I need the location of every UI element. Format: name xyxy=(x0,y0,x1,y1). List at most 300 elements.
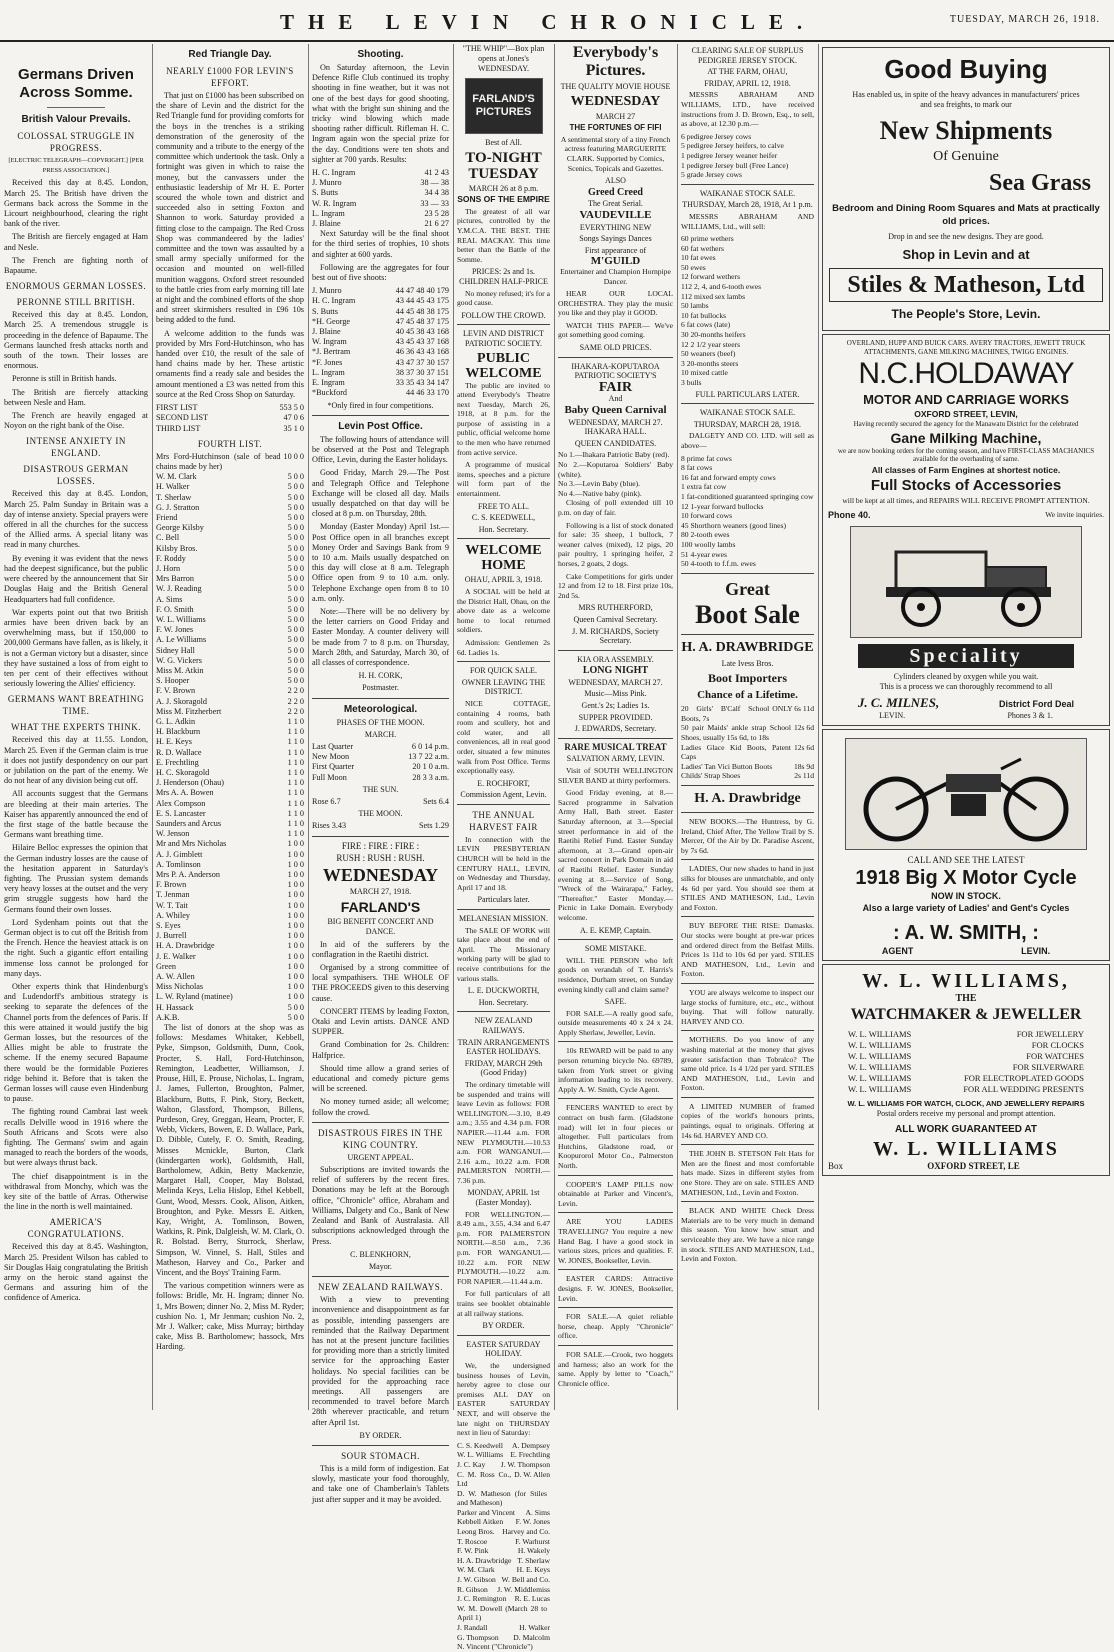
donor-row-label: J. Burrell xyxy=(156,931,187,941)
firm-row-value: E. Frechtling xyxy=(510,1450,550,1460)
boot-price-row-label: Ladies' Tan Vici Button Boots xyxy=(681,761,773,771)
paragraph: CONCERT ITEMS by leading Foxton, Otaki and Levin artists. DANCE AND SUPPER. xyxy=(312,1006,449,1037)
donor-row-value: 5 0 0 xyxy=(287,665,304,675)
donor-row xyxy=(156,554,304,564)
aggregate-row xyxy=(312,358,449,368)
phase-row-label: Last Quarter xyxy=(312,741,354,751)
donor-row-label: A. Le Williams xyxy=(156,635,207,645)
donor-row xyxy=(156,1003,304,1013)
paragraph: On Saturday afternoon, the Levin Defence Rifle Club continued its trophy shooting in fine weather, but it was not one of the best days for good shooting, what with the bright sun shining and the tricky wind blowing which made shooting rather difficult. Rifleman H. C. Ingram again won the special prize for the day. Conditions were ten shots and sighter at 700 yards. Results: xyxy=(312,63,449,164)
donor-row-value: 1 1 0 xyxy=(287,747,304,757)
donor-row-value: 2 2 0 xyxy=(287,696,304,706)
donor-row-label: S. Eyes xyxy=(156,921,181,931)
moon-times-heading: THE MOON. xyxy=(358,809,403,819)
paragraph: Good Friday, March 29.—The Post and Telegraph Office and Telephone Exchange will be closed all day. Mails usually despatched on that day will be closed at 8 p.m. on Thursday, 28th. xyxy=(312,468,449,519)
stock-item: 6 fat cows (late) xyxy=(681,320,731,330)
section-heading: PERONNE STILL BRITISH. xyxy=(16,297,136,308)
also: ALSO xyxy=(605,176,626,186)
queen-candidate: No 1.—Ihakara Patriotic Baby (red). xyxy=(558,450,670,460)
divider xyxy=(457,1335,550,1336)
stock-item: 50 weaners (beef) xyxy=(681,349,736,359)
aggregate-row xyxy=(312,368,449,378)
follow-crowd: FOLLOW THE CROWD. xyxy=(461,310,546,320)
stock-item: 60 prime wethers xyxy=(681,234,734,244)
chance-lifetime: Chance of a Lifetime. xyxy=(697,689,798,702)
donor-row xyxy=(156,676,304,686)
aggregate-row-value: 44 47 48 40 179 xyxy=(395,286,449,296)
donor-row xyxy=(156,880,304,890)
queen-candidate: No 4.—Native baby (pink). xyxy=(558,488,642,498)
firm-row xyxy=(457,1594,550,1604)
stock-item: 12 1-year forward bullocks xyxy=(681,501,764,511)
donor-row-value: 2 2 0 xyxy=(287,706,304,716)
welcome-home-heading: WELCOME HOME xyxy=(465,543,542,574)
donor-row xyxy=(156,523,304,533)
holdaway-name: N.C.HOLDAWAY xyxy=(858,357,1074,390)
column-notices-2 xyxy=(558,44,673,1410)
paragraph: Admission: Gentlemen 2s 6d. Ladies 1s. xyxy=(457,637,550,657)
result-row xyxy=(312,188,449,198)
music: Music—Miss Pink. xyxy=(584,689,647,699)
donor-row-value: 5 0 0 xyxy=(287,512,304,522)
ad-text: CALL AND SEE THE LATEST xyxy=(907,854,1025,865)
donor-row xyxy=(156,901,304,911)
result-row-label: S. Butts xyxy=(312,188,338,198)
shop-in-levin: Shop in Levin and at xyxy=(902,247,1030,262)
donor-row-label: J. Henderson (Ohau) xyxy=(156,778,224,788)
donor-row-label: Friend xyxy=(156,512,178,522)
williams-name-2: W. L. WILLIAMS xyxy=(873,1137,1059,1160)
donor-row-label: H. Hassack xyxy=(156,1002,194,1012)
ad-text: This is a process we can thoroughly recommend to all xyxy=(879,681,1053,691)
total-row-value: 47 0 6 xyxy=(283,413,304,423)
stock-item: 5 grade Jersey cows xyxy=(681,170,742,180)
donor-row-value: 5 0 0 xyxy=(287,594,304,604)
donor-row-value: 5 0 0 xyxy=(287,574,304,584)
paragraph: Following is a list of stock donated for sale: 35 sheep, 1 bullock, 7 weaner calves (mixed), 12 pigs, 20 pair poultry, 1 springing heifer, 2 horses, 2 goats, 2 dogs. xyxy=(558,520,673,568)
donor-row-label: Green xyxy=(156,961,177,971)
aggregate-row-label: E. Ingram xyxy=(312,378,345,388)
firm-row xyxy=(457,1565,550,1575)
stock-item: 5 pedigree Jersey heifers, to calve xyxy=(681,141,784,151)
donor-row-label: G. L. Adkin xyxy=(156,716,196,726)
divider xyxy=(457,324,550,325)
aggregate-row-label: S. Butts xyxy=(312,306,338,316)
aggregate-row-value: 43 47 37 30 157 xyxy=(395,357,449,367)
same-prices: SAME OLD PRICES. xyxy=(579,343,652,353)
donor-row-label: C. Bell xyxy=(156,533,180,543)
admission: Gent.'s 2s; Ladies 1s. xyxy=(581,701,650,711)
boot-price-row-value: 12s 6d xyxy=(793,723,814,733)
donor-row-label: E. S. Lancaster xyxy=(156,808,206,818)
paragraph: This is a mild form of indigestion. Eat slowly, masticate your food thoroughly, and take one of Chamberlain's Tablets just after supper and it may be avoided. xyxy=(312,1463,449,1504)
firm-row-label: G. Thompson xyxy=(457,1632,499,1642)
farlands-logo xyxy=(465,78,543,134)
boot-price-row-label: Ladies Glace Kid Boots, Patent Caps xyxy=(681,742,791,762)
paragraph: FOR SALE.—A quiet reliable horse, cheap. Apply "Chronicle" office. xyxy=(558,1312,673,1341)
donor-row-value: 1 0 0 xyxy=(287,849,304,859)
motorcycle-heading: 1918 Big X Motor Cycle xyxy=(855,866,1077,889)
williams-item-value: FOR JEWELLERY xyxy=(1016,1028,1084,1039)
donor-row-value: 1 0 0 xyxy=(287,880,304,890)
donor-row-value: 1 0 0 xyxy=(287,931,304,941)
holdaway-ad xyxy=(822,334,1110,726)
donor-row-value: 1 0 0 xyxy=(287,870,304,880)
williams-item-value: FOR ALL WEDDING PRESENTS xyxy=(963,1083,1084,1094)
firm-row xyxy=(457,1527,550,1537)
benefit-heading: BIG BENEFIT CONCERT AND DANCE. xyxy=(327,917,434,937)
paragraph: Entertainer and Champion Hornpipe Dancer. xyxy=(560,266,671,286)
headline: Germans Driven Across Somme. xyxy=(18,66,134,101)
divider xyxy=(681,1097,814,1098)
donor-row-label: T. Sherlaw xyxy=(156,492,192,502)
donor-row xyxy=(156,992,304,1002)
ad-text: Drop in and see the new designs. They are good. xyxy=(888,232,1044,241)
williams-item-value: FOR SILVERWARE xyxy=(1012,1061,1084,1072)
donor-row-value: 1 0 0 xyxy=(287,900,304,910)
firm-row-label: W. M. Clark xyxy=(457,1565,495,1575)
sale-heading: WAIKANAE STOCK SALE. xyxy=(699,408,796,418)
divider xyxy=(47,107,105,108)
donor-row-label: J. Horn xyxy=(156,563,181,573)
total-row-value: 553 5 0 xyxy=(279,403,304,413)
column-rule xyxy=(677,44,678,1410)
event-date: MARCH 27, 1918. xyxy=(349,887,412,897)
donor-row-value: 5 0 0 xyxy=(287,625,304,635)
phases-list xyxy=(312,742,449,783)
paragraph: The British are fiercely engaged at Ham and Nesle. xyxy=(4,232,148,252)
by-order: BY ORDER. xyxy=(359,1430,402,1440)
aggregate-row-value: 44 46 33 170 xyxy=(406,388,449,398)
section-heading: DISASTROUS GERMAN LOSSES. xyxy=(23,464,129,487)
donor-row-value: 1 0 0 xyxy=(287,941,304,951)
paragraph: Other experts think that Hindenburg's and Ludendorff's ambitious strategy is seeking to separate the defences of the Channel ports from the defences of Paris. If this were attained it would justify the big German losses, but the resources of the Allies might be able to frustrate the scheme. If the enemy secured Bapaume there would be the formidable Pozieres ridge behind it. Before that is taken the German losses will cause even Hindenburg to pause. xyxy=(4,982,148,1104)
paragraph: LADIES, Our new shades to hand in just silks for blouses are unmatchable, and only 4s 6d per yard. You should see them at STILES AND MATHESON, Ltd., Levin and Foxton. xyxy=(681,864,814,912)
supper: SUPPER PROVIDED. xyxy=(578,712,653,722)
donor-row-value: 1 0 0 xyxy=(287,890,304,900)
agent-label: AGENT xyxy=(881,945,914,956)
firm-row-value: J. W. Thompson xyxy=(500,1459,550,1469)
signature: J. EDWARDS, Secretary. xyxy=(574,724,657,734)
total-row-value: 35 1 0 xyxy=(283,423,304,433)
divider xyxy=(681,812,814,813)
paragraph: Hilaire Belloc expresses the opinion that the German industry losses are the cause of the hesitation apparent in Saturday's fighting. The Prussian system demands very heavy losses at the outset and the very grim struggle suggests how hard the Germans found their own losses. xyxy=(4,843,148,914)
car-icon xyxy=(856,532,1076,632)
event-date: MARCH 27 xyxy=(595,111,636,121)
donor-row-label: A. J. Skoragold xyxy=(156,696,207,706)
result-row-label: L. Ingram xyxy=(312,208,345,218)
watchmaker-heading: WATCHMAKER & JEWELLER xyxy=(850,1005,1082,1023)
stock-item: 60 fat wethers xyxy=(681,243,725,253)
firm-row xyxy=(457,1517,550,1527)
serial-title: Greed Creed xyxy=(588,186,643,198)
divider xyxy=(681,1144,814,1145)
donor-row xyxy=(156,911,304,921)
agent-location: LEVIN. xyxy=(1021,945,1051,956)
motorcycle-icon xyxy=(851,744,1081,844)
donor-row xyxy=(156,931,304,941)
signature: J. M. RICHARDS, Society Secretary. xyxy=(572,626,659,646)
result-row-label: J. Munro xyxy=(312,178,342,188)
divider xyxy=(312,836,449,837)
williams-item-value: FOR CLOCKS xyxy=(1031,1039,1084,1050)
public-welcome-heading: PUBLIC WELCOME xyxy=(465,350,542,381)
paragraph: MESSRS ABRAHAM AND WILLIAMS, Ltd., will sell: xyxy=(681,211,814,231)
firm-row xyxy=(457,1508,550,1518)
article-title: Levin Post Office. xyxy=(338,420,423,432)
boot-price-row-value: 18s 9d xyxy=(793,761,814,771)
phase-row-value: 28 3 3 a.m. xyxy=(412,772,449,782)
paragraph: NEW BOOKS.—The Huntress, by G. Ireland, Chief After, The Yellow Trail by S. Mercer, Of the Air by Dr. Paradise Ascent, by 7s 6d. xyxy=(681,817,814,855)
oxford-street: OXFORD STREET, LEVIN, xyxy=(914,409,1018,419)
donor-row-value: 1 0 0 xyxy=(287,839,304,849)
queen-candidate: No 2.—Koputaroa Soldiers' Baby (white). xyxy=(558,460,673,479)
donor-row xyxy=(156,666,304,676)
paragraph: Monday (Easter Monday) April 1st.—Post Office open in all branches except Money Order and Savings Bank from 9 to 10 a.m. Mails usually despatched on this day will close at 8 a.m. Telegraph Office open from 9 to 10 a.m. only. Telephone Exchange open from 8 to 10 a.m. only. xyxy=(312,522,449,603)
firm-row-value: R. E. Lucas xyxy=(514,1594,550,1604)
donor-row-label: A.K.B. xyxy=(156,1012,180,1022)
firm-row-value: A. Dempsey xyxy=(512,1440,550,1450)
section-heading: THE ANNUAL HARVEST FAIR xyxy=(469,809,538,832)
result-row-label: W. R. Ingram xyxy=(312,198,357,208)
donor-row-label: J. E. Walker xyxy=(156,951,196,961)
phase-row xyxy=(312,762,449,772)
event-date: WEDNESDAY, MARCH 27. xyxy=(568,677,663,687)
stock-item: 10 fat ewes xyxy=(681,253,716,263)
farm-engines: All classes of Farm Engines at shortest notice. xyxy=(871,464,1061,475)
result-row-label: H. C. Ingram xyxy=(312,168,356,178)
article-title: Shooting. xyxy=(357,49,404,60)
donor-row-label: A. J. Gimblett xyxy=(156,849,203,859)
donor-row xyxy=(156,982,304,992)
aggregate-row xyxy=(312,378,449,388)
divider xyxy=(457,661,550,662)
aggregate-row-label: *F. Jones xyxy=(312,357,343,367)
boot-price-row xyxy=(681,743,814,762)
firm-subtitle: Late Ivess Bros. xyxy=(721,658,774,668)
phase-row-label: New Moon xyxy=(312,752,350,762)
williams-item xyxy=(848,1084,1084,1095)
boot-prices-list xyxy=(681,704,814,781)
prices: PRICES: 2s and 1s. CHILDREN HALF-PRICE xyxy=(459,267,548,286)
donor-row-value: 1 1 0 xyxy=(287,788,304,798)
stock-item: 8 fat cows xyxy=(681,463,713,473)
donor-row-label: Mrs Barron xyxy=(156,574,194,584)
donor-row xyxy=(156,513,304,523)
aggregate-row-value: 43 44 45 43 175 xyxy=(395,296,449,306)
peoples-store: The People's Store, Levin. xyxy=(891,307,1041,321)
aggregate-row-value: 43 45 43 37 168 xyxy=(395,337,449,347)
firm-row-value: Harvey and Co. xyxy=(502,1527,550,1537)
donor-row xyxy=(156,870,304,880)
divider xyxy=(457,909,550,910)
firm-row-value: D. W. Allen xyxy=(514,1469,550,1479)
good-buying-heading: Good Buying xyxy=(884,54,1048,84)
donor-row-value: 5 0 0 xyxy=(287,655,304,665)
stock-item: 1 extra fat cow xyxy=(681,482,727,492)
safe-heading: SAFE. xyxy=(604,997,627,1007)
ad-text: Postal orders receive my personal and prompt attention. xyxy=(876,1108,1056,1118)
result-row-value: 33 — 33 xyxy=(420,198,449,208)
donor-row-value: 1 1 0 xyxy=(287,829,304,839)
motorcycle-illustration xyxy=(845,738,1087,850)
williams-item-label: W. L. WILLIAMS xyxy=(848,1050,912,1061)
assembly-heading: KIA ORA ASSEMBLY. xyxy=(577,654,654,664)
donor-row-label: F. Brown xyxy=(156,880,187,890)
aggregate-row-value: 47 45 48 37 175 xyxy=(395,316,449,326)
ad-text: Cylinders cleaned by oxygen while you wait. xyxy=(893,671,1039,681)
stock-item: 3 20-months steers xyxy=(681,358,739,368)
stock-item: 50 ewes xyxy=(681,262,706,272)
paragraph: Grand Combination for 2s. Children: Halfprice. xyxy=(312,1040,449,1060)
divider xyxy=(558,1307,673,1308)
signature-title: Commission Agent, Levin. xyxy=(460,790,547,800)
paragraph: BLACK AND WHITE Check Dress Materials are to be very much in demand this season. You know how smart and serviceable they are. We have a nice range in stock. STILES AND MATHESON, Ltd., Levin and Foxton. xyxy=(681,1206,814,1264)
particulars-later: Particulars later. xyxy=(477,895,530,905)
firm-row-value xyxy=(547,1489,550,1508)
friday-heading: FRIDAY, MARCH 29th (Good Friday) xyxy=(464,1058,543,1078)
donor-row-value: 5 0 0 xyxy=(287,533,304,543)
column-sales xyxy=(681,44,814,1410)
donor-row-label: H. E. Keys xyxy=(156,737,192,747)
stock-item: 1 pedigree Jersey weaner heifer xyxy=(681,150,778,160)
stock-item: 10 forward cows xyxy=(681,511,733,521)
gane-machine: Gane Milking Machine, xyxy=(890,429,1042,446)
paragraph: All accounts suggest that the Germans are bleeding at their main arteries. The Kaiser has apparently announced the end of the first stage of the battle because the Germans want breathing time. xyxy=(4,789,148,840)
firm-name: H. A. DRAWBRIDGE xyxy=(681,639,814,655)
paragraph: The greatest of all war pictures, controlled by the Y.M.C.A. THE BEST. THE REAL MACKAY. This time better than the Battle of the Somme. xyxy=(457,206,550,264)
firm-row xyxy=(457,1537,550,1547)
total-row xyxy=(156,403,304,413)
ad-text: we are now booking orders for the coming season, and have FIRST-CLASS MACHANICS available for the overhauling of same. xyxy=(837,446,1095,463)
paragraph: HEAR OUR LOCAL ORCHESTRA. They play the music you like and they play it GOOD. xyxy=(558,289,673,318)
williams-item-label: W. L. WILLIAMS xyxy=(848,1061,912,1072)
divider xyxy=(312,1445,449,1446)
paragraph: The British are fiercely attacking between Nesle and Ham. xyxy=(4,387,148,407)
signature-title: Hon. Secretary. xyxy=(478,997,529,1007)
aggregate-row-label: H. C. Ingram xyxy=(312,296,356,306)
tuesday-heading: TUESDAY xyxy=(468,165,539,182)
carnival-heading: Baby Queen Carnival xyxy=(564,404,667,417)
signature-title: Postmaster. xyxy=(362,683,399,693)
section-heading: SOUR STOMACH. xyxy=(341,1450,420,1461)
donor-row xyxy=(156,962,304,972)
donor-row xyxy=(156,921,304,931)
of-genuine: Of Genuine xyxy=(933,149,999,164)
paragraph: Subscriptions are invited towards the relief of sufferers by the recent fires. Donations may be left at the Borough office, "Chronicle" office, Abraham and Williams, Dalgety and Co., Bank of New Zealand and Bank of Australasia. All subscriptions acknowledged through the Press. xyxy=(312,1165,449,1246)
ad-text: Having recently secured the agency for the Manawatu District for the celebrated xyxy=(853,420,1079,428)
firms-list xyxy=(457,1441,550,1652)
divider xyxy=(681,184,814,185)
firm-row xyxy=(457,1460,550,1470)
aggregate-row-value: 38 37 30 37 151 xyxy=(395,367,449,377)
firm-row xyxy=(457,1546,550,1556)
firm-row-label: F. W. Pink xyxy=(457,1546,489,1556)
paragraph: The ordinary timetable will be suspended and trains will leave Levin as follows: FOR WELLINGTON.—3.10, 8.49 a.m.; 3.55 and 4.34 p.m. FOR NAPIER.—11.44 a.m. FOR NEW PLYMOUTH.—10.53 a.m. FOR WANGANUI.—2.16 a.m., 10.22 a.m. FOR PALMERSTON NORTH.—7.36 p.m. xyxy=(457,1079,550,1185)
column-rule xyxy=(308,44,309,1410)
firm-row xyxy=(457,1470,550,1489)
section-heading: NEW ZEALAND RAILWAYS. xyxy=(317,1282,444,1293)
event-date: WEDNESDAY, MARCH 27. IHAKARA HALL. xyxy=(568,417,663,437)
firm-row xyxy=(457,1585,550,1595)
donor-row-label: A. W. Allen xyxy=(156,972,195,982)
williams-ad xyxy=(822,964,1110,1176)
donor-row xyxy=(156,503,304,513)
donors-list xyxy=(156,452,304,1023)
firm-row-label: Parker and Vincent xyxy=(457,1507,516,1517)
speciality-banner: Speciality xyxy=(858,644,1074,668)
divider xyxy=(312,415,449,416)
result-row-value: 38 — 38 xyxy=(420,178,449,188)
result-row xyxy=(312,209,449,219)
section-heading: AMERICA'S CONGRATULATIONS. xyxy=(27,1217,125,1240)
paragraph: FENCERS WANTED to erect by contract on bush farm. (Gladstone road) will let in four pieces or altogether. Full particulars from Hutchins, Gladstone road, or Koopurorol Motor Co., Palmerston North. xyxy=(558,1103,673,1170)
donor-row-value: 1 0 0 xyxy=(287,982,304,992)
divider xyxy=(558,357,673,358)
first-appearance: First appearance of xyxy=(584,245,647,255)
donor-row-value: 1 0 0 xyxy=(287,992,304,1002)
article-subtitle: NEARLY £1000 FOR LEVIN'S EFFORT. xyxy=(166,66,294,88)
feature-title: THE FORTUNES OF FIFI xyxy=(569,123,662,133)
divider xyxy=(558,1098,673,1099)
paragraph: Following are the aggregates for four best out of five shoots: xyxy=(312,262,449,283)
donor-row xyxy=(156,635,304,645)
signature-title: Hon. Secretary. xyxy=(478,524,529,534)
paragraph: WILL THE PERSON who left goods on verandah of T. Harris's residence, Durham street, on Sunday evening kindly call and claim same? xyxy=(558,955,673,994)
donor-row xyxy=(156,656,304,666)
donor-row xyxy=(156,707,304,717)
paragraph: That just on £1000 has been subscribed on the share of Levin and the district for the Red Triangle fund for providing comforts for the boys in the trenches is a striking demonstration of the generosity of the community and a tribute to the energy of the committee which undertook the task. Only a fortnight was given in which to raise the money, but the canvassers under the enthusiastic leadership of Mr H. E. Porter scoured the whole town and district and succeeded also in setting Foxton and Shannon to work. Saturday provided a fitting close to the campaign. The Red Cross Shop was commandeered by the ladies' committee and the town was assaulted by a small army specially uniformed for the occasion and mounted on well-filled munition waggons. Oxford street resounded to the battle cries from early morning till late at night and the combined efforts of the shop and street skirmishers resulted in £96 10s being added to the fund. xyxy=(156,91,304,325)
monday-heading: MONDAY, APRIL 1st (Easter Monday). xyxy=(467,1188,540,1208)
milnes-name: J. C. MILNES, xyxy=(857,694,940,710)
boot-price-row-label: Childs' Strap Shoes xyxy=(681,771,741,781)
donor-row-label: Miss M. Fitzherbert xyxy=(156,706,222,716)
result-row xyxy=(312,219,449,229)
paragraph: BUY BEFORE THE RISE: Damasks. Our stocks were bought at pre-war prices and ordered direct from the Belfast Mills. Prices 1s 11d to 10s 6d per yard. STILES AND MATHESON, Ltd., Levin and Foxton. xyxy=(681,921,814,979)
stock-item: 1 pedigree Jersey bull (Free Lance) xyxy=(681,160,789,170)
column-rule xyxy=(554,44,555,1410)
williams-name: W. L. WILLIAMS, xyxy=(862,969,1070,992)
donor-row-label: Alex Compson xyxy=(156,798,206,808)
boot-sale-heading: Boot Sale xyxy=(695,599,800,629)
donor-row xyxy=(156,564,304,574)
paragraph: Received this day at 8.45. London, March 25. A tremendous struggle is proceeding in the defence of Bapaume. The Germans launched fresh attacks north and south of the town. Their losses are enormous. xyxy=(4,310,148,371)
donor-row-value: 1 1 0 xyxy=(287,808,304,818)
paragraph: Cake Competitions for girls under 12 and from 12 to 18. First prize 10s, 2nd 5s. xyxy=(558,571,673,600)
firm-row xyxy=(457,1450,550,1460)
paragraph: MOTHERS. Do you know of any washing material at the money that gives greater satisfaction than Tobralco? The same old price. 1s 4 1/2d per yard. STILES AND MATHESON, Ltd., Levin and Foxton. xyxy=(681,1035,814,1093)
milnes-phones: Phones 3 & 1. xyxy=(1007,710,1053,720)
donor-row xyxy=(156,890,304,900)
easter-heading: EASTER SATURDAY HOLIDAY. xyxy=(466,1339,541,1359)
paragraph: FOR SALE.—Crook, two hoggets and harness; also an work for the same. Apply by letter to "Coach," Chronicle office. xyxy=(558,1349,673,1388)
stock-item: 12 2 1/2 year steers xyxy=(681,339,741,349)
donor-row-value: 5 0 0 xyxy=(287,472,304,482)
firm-row-value: H. Wakely xyxy=(517,1546,550,1556)
society-heading: IHAKARA-KOPUTAROA PATRIOTIC SOCIETY'S xyxy=(571,361,660,381)
divider xyxy=(558,1345,673,1346)
paragraph: A welcome addition to the funds was provided by Mrs Ford-Hutchinson, who has handed over £10, the result of the sale of hand chains made by her. These artistic ornaments find a ready sale and besides the amount mentioned a £3 was netted from this source at the Red Cross Shop on Saturday. xyxy=(156,328,304,399)
free-to-all: FREE TO ALL. xyxy=(477,501,530,511)
sunset: Sets 6.4 xyxy=(423,797,449,806)
paragraph: The fighting round Cambrai last week recalls Delville wood in 1916 where the South Africans and Scots were also fighting. The Germans' swim and again managed to reach the borders of the woods, but were always thrust back. xyxy=(4,1107,148,1168)
result-row-value: 23 5 28 xyxy=(424,208,449,218)
performer-name: M'GUILD xyxy=(590,255,641,268)
paragraph: FOR SALE.—A really good safe, outside measurements 40 x 24 x 24. Apply Sherlaw, Jeweller, Levin. xyxy=(558,1008,673,1037)
paragraph: A programme of musical items, speeches and a picture will form part of the entertainment. xyxy=(457,460,550,499)
vaudeville-heading: VAUDEVILLE xyxy=(579,208,652,221)
signature: MRS RUTHERFORD, xyxy=(578,603,653,613)
